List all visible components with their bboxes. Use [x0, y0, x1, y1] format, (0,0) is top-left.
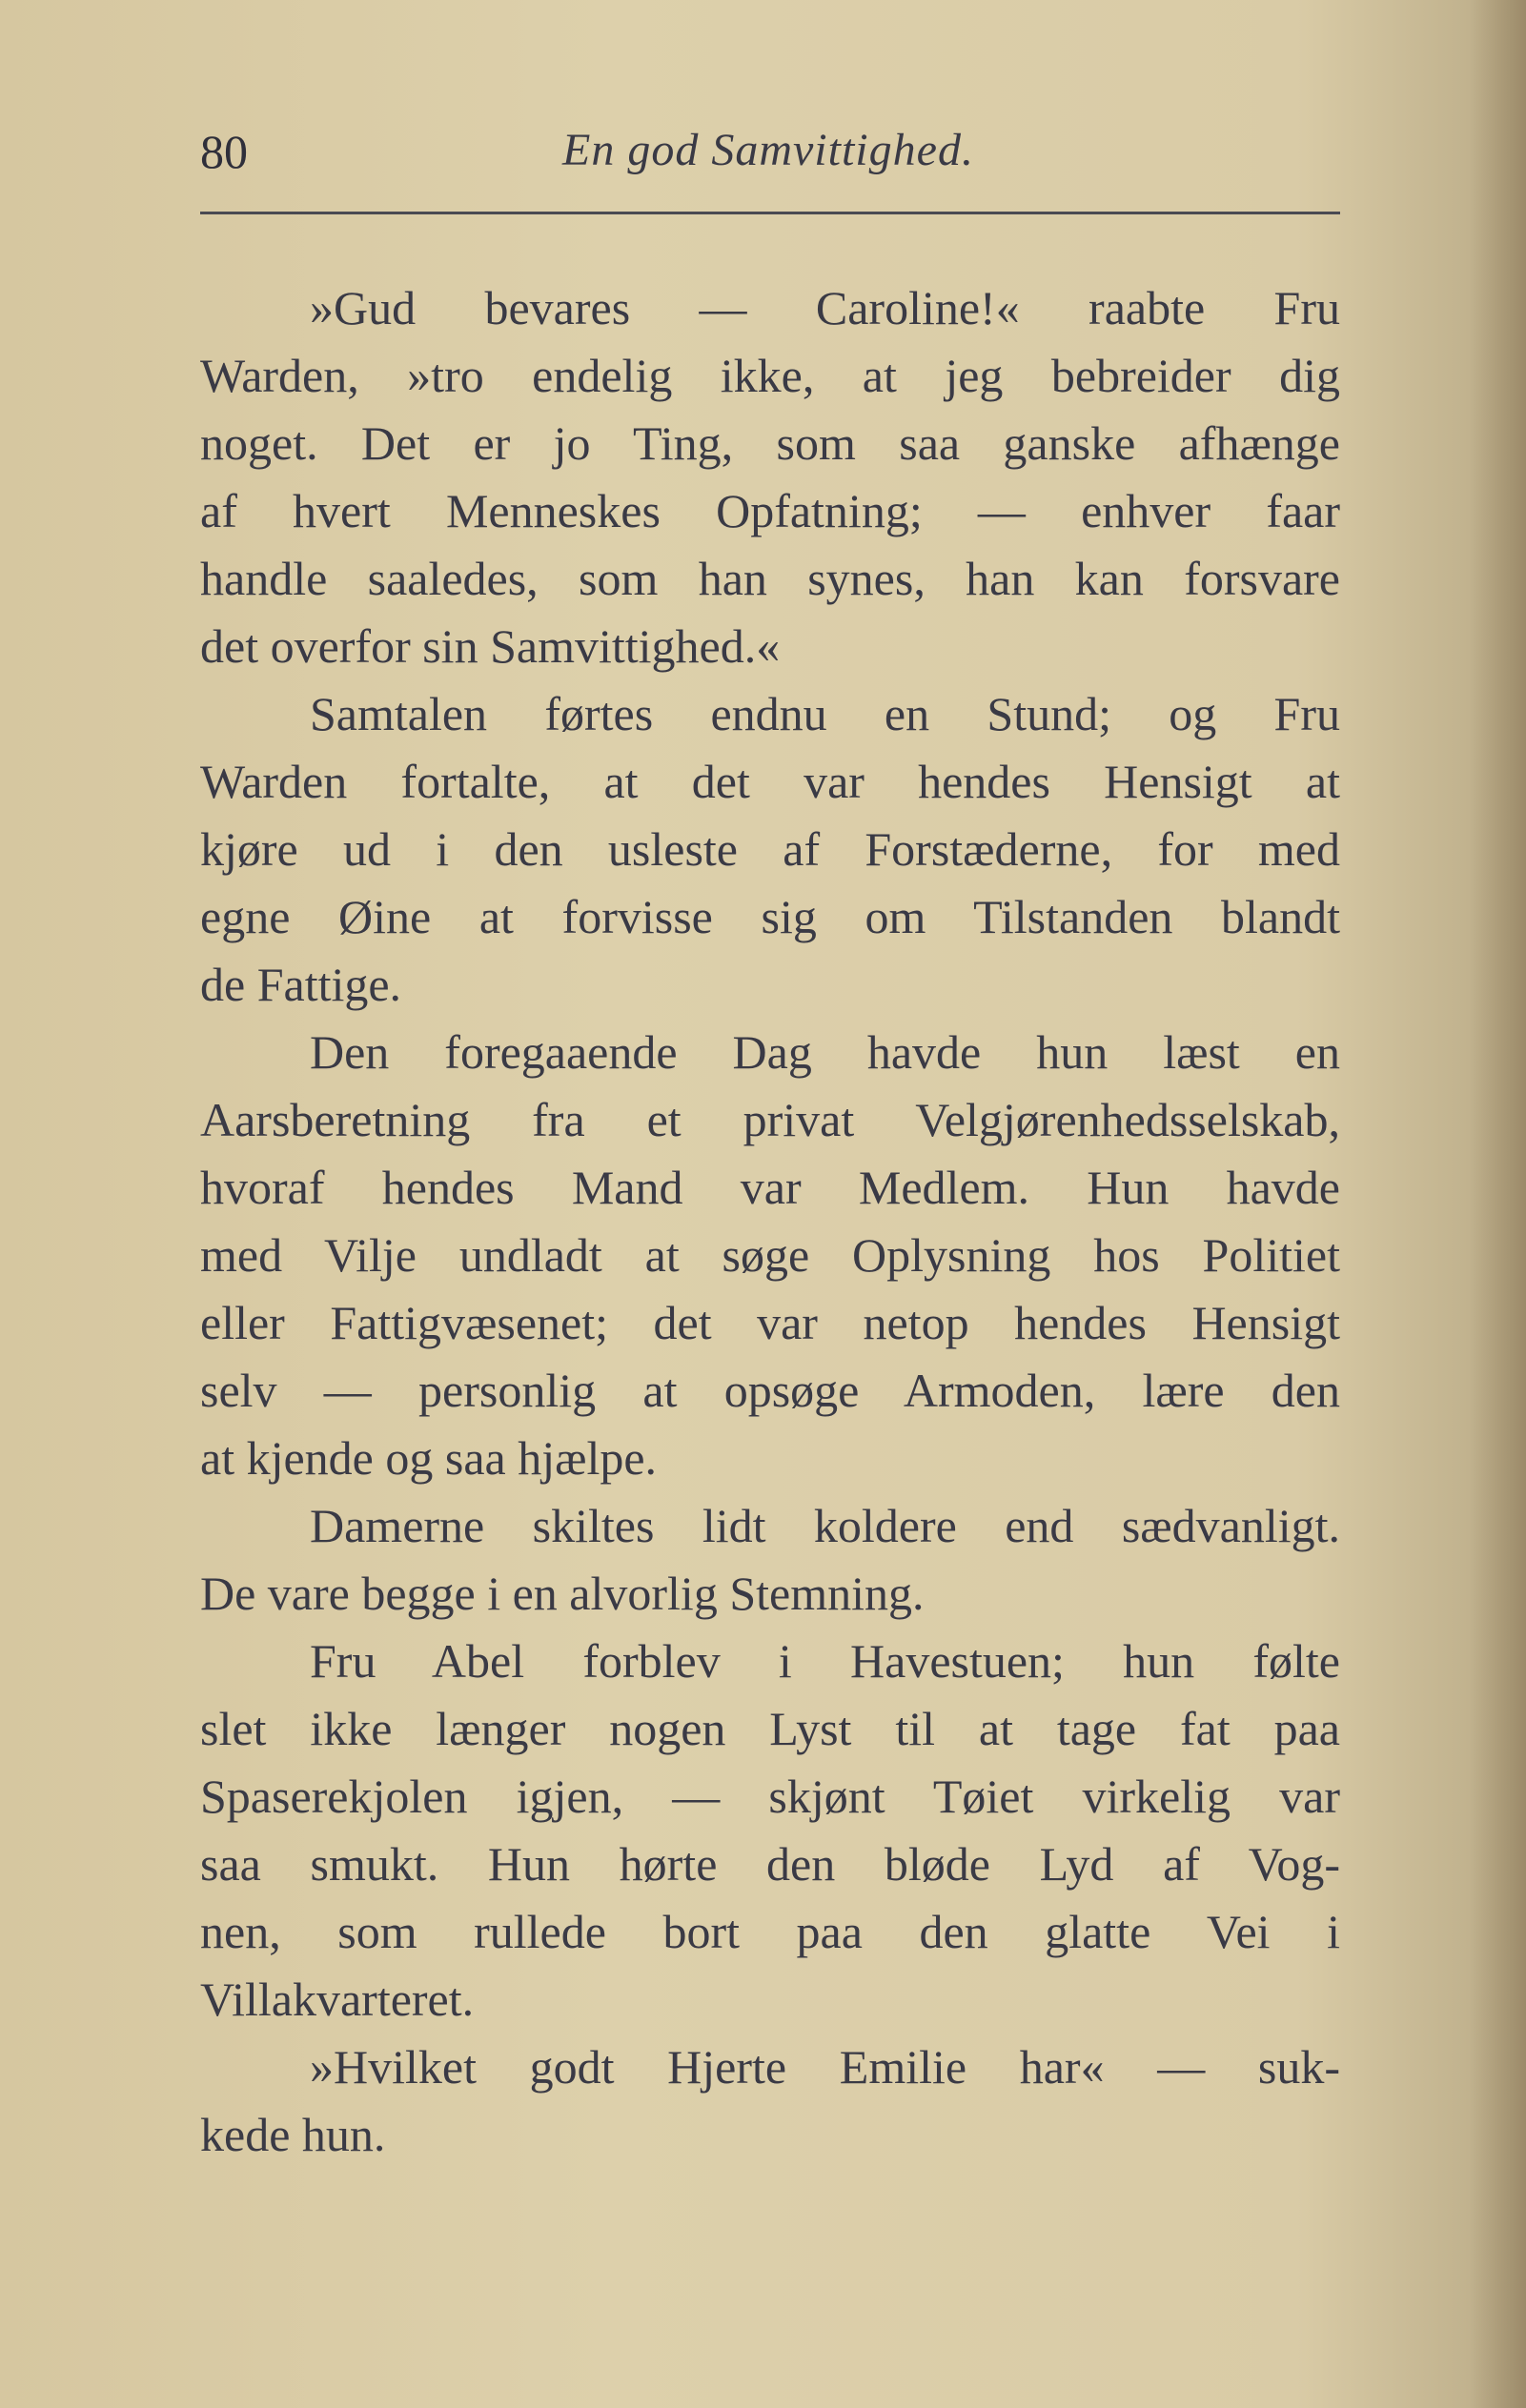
text-line: »Hvilket godt Hjerte Emilie har« — suk- — [310, 2040, 1340, 2094]
body-text — [200, 274, 1340, 2169]
text-line: Fru Abel forblev i Havestuen; hun følte — [310, 1634, 1340, 1688]
text-line: med Vilje undladt at søge Oplysning hos Politiet — [200, 1228, 1340, 1282]
page-number: 80 — [200, 125, 248, 178]
text-line: hvoraf hendes Mand var Medlem. Hun havde — [200, 1161, 1340, 1214]
text-line: eller Fattigvæsenet; det var netop hendes Hensigt — [200, 1296, 1340, 1349]
text-line: Den foregaaende Dag havde hun læst en — [310, 1025, 1340, 1079]
text-line: egne Øine at forvisse sig om Tilstanden blandt — [200, 890, 1340, 943]
text-line: Warden fortalte, at det var hendes Hensigt at — [200, 755, 1340, 808]
text-line: kjøre ud i den usleste af Forstæderne, for med — [200, 822, 1340, 876]
text-line: at kjende og saa hjælpe. — [200, 1431, 658, 1485]
header-rule — [200, 212, 1340, 214]
text-line: Damerne skiltes lidt koldere end sædvanligt. — [310, 1499, 1340, 1552]
running-title: En god Samvittighed. — [562, 125, 974, 175]
text-line: det overfor sin Samvittighed.« — [200, 619, 781, 673]
text-line: slet ikke længer nogen Lyst til at tage fat paa — [200, 1702, 1340, 1755]
text-line: de Fattige. — [200, 958, 402, 1011]
running-head — [200, 124, 1340, 200]
text-line: saa smukt. Hun hørte den bløde Lyd af Vog- — [200, 1837, 1340, 1891]
text-line: selv — personlig at opsøge Armoden, lære den — [200, 1364, 1340, 1417]
text-line: Spaserekjolen igjen, — skjønt Tøiet virkelig var — [200, 1770, 1340, 1823]
text-line: handle saaledes, som han synes, han kan forsvare — [200, 552, 1340, 605]
text-line: Samtalen førtes endnu en Stund; og Fru — [310, 687, 1340, 740]
text-line: Warden, »tro endelig ikke, at jeg bebreider dig — [200, 349, 1340, 402]
text-line: af hvert Menneskes Opfatning; — enhver faar — [200, 484, 1340, 537]
text-line: De vare begge i en alvorlig Stemning. — [200, 1567, 925, 1620]
text-line: Villakvarteret. — [200, 1973, 475, 2026]
text-line: kede hun. — [200, 2108, 386, 2161]
text-line: »Gud bevares — Caroline!« raabte Fru — [310, 281, 1340, 334]
text-line: nen, som rullede bort paa den glatte Vei i — [200, 1905, 1340, 1958]
text-line: Aarsberetning fra et privat Velgjørenhedsselskab, — [200, 1093, 1340, 1146]
text-line: noget. Det er jo Ting, som saa ganske afhænge — [200, 416, 1340, 470]
